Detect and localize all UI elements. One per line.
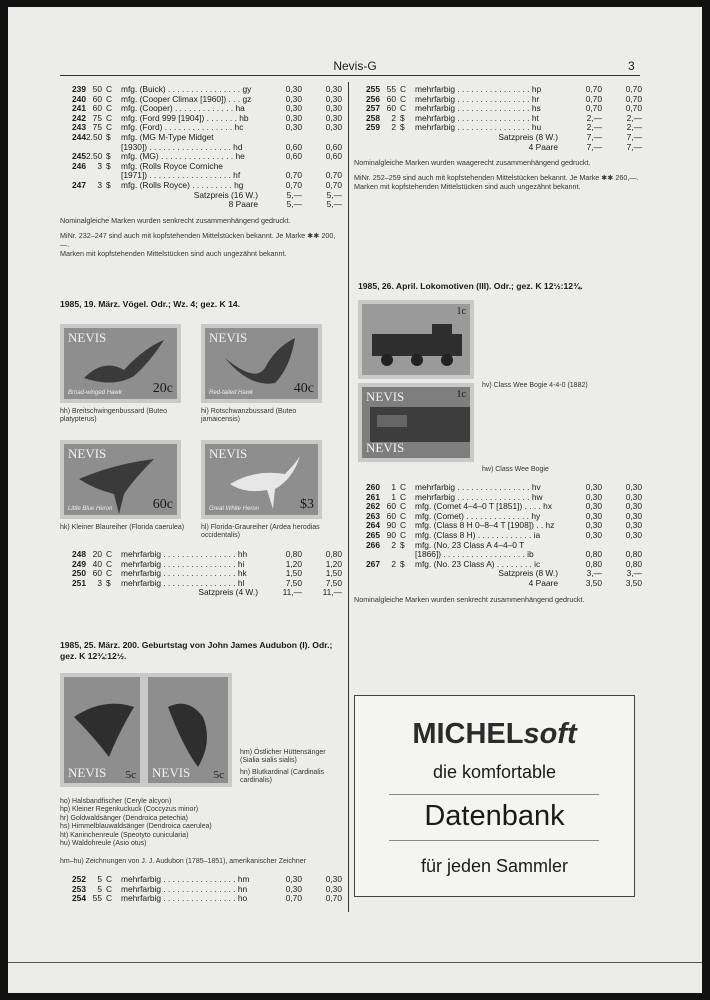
set-label: Satzpreis (8 W.): [498, 131, 558, 142]
row-currency: C: [106, 103, 113, 114]
row-currency: $: [400, 112, 405, 123]
set-price-used: 5,—: [326, 199, 342, 210]
stamp-value: 5c: [125, 769, 136, 781]
row-value: 2: [391, 122, 396, 133]
footer-rule: [8, 962, 702, 963]
row-currency: $: [106, 151, 111, 162]
row-price-used: 0,60: [325, 141, 342, 152]
row-price-used: 0,30: [325, 103, 342, 114]
row-number: 257: [366, 103, 380, 114]
stamp-image: [358, 300, 474, 379]
stamp-image: [358, 383, 474, 462]
row-number: 239: [72, 84, 86, 94]
page-number: 3: [628, 59, 635, 73]
row-currency: C: [400, 491, 407, 502]
row-number: 264: [366, 520, 380, 531]
set-price-mint: 7,—: [586, 141, 602, 152]
row-value: 60: [386, 93, 396, 104]
price-list-birds: [60, 550, 342, 598]
row-value: 55: [386, 84, 396, 94]
stamp-description: hl) Florida-Graureiher (Ardea herodias occidentalis): [201, 524, 320, 540]
row-price-mint: 0,70: [585, 93, 602, 104]
row-description: mehrfarbig . . . . . . . . . . . . . . . . hn: [121, 884, 248, 894]
set-price-row: [354, 579, 642, 589]
row-number: 240: [72, 93, 86, 104]
row-price-used: 0,30: [625, 510, 642, 521]
note: Nominalgleiche Marken wurden waagerecht zusammenhängend gedruckt.: [354, 158, 591, 168]
price-list-audubon: [60, 875, 342, 904]
price-list-locomotives: [354, 483, 642, 604]
ad-brand-part: MICHEL: [412, 718, 524, 750]
note: Nominalgleiche Marken wurden senkrecht zusammenhängend gedruckt.: [60, 215, 291, 225]
row-price-used: 0,70: [325, 170, 342, 181]
header-rule: [60, 75, 640, 76]
row-number: 244: [72, 131, 86, 142]
row-number: 249: [72, 558, 86, 569]
set-label: 4 Paare: [528, 577, 558, 588]
row-value: 1: [391, 482, 396, 492]
stamp-value: $3: [300, 497, 314, 512]
row-number: 241: [72, 103, 86, 114]
row-value: 60: [92, 103, 102, 114]
note: Marken mit kopfstehenden Mittelstücken sind auch ungezähnt bekannt.: [354, 182, 581, 192]
row-description: mfg. (No. 23 Class A) . . . . . . . . ic: [415, 559, 541, 569]
ad-line: für jeden Sammler: [420, 856, 569, 876]
stamp-description: hk) Kleiner Blaureiher (Florida caerulea): [60, 524, 185, 531]
row-value: 2: [391, 539, 396, 550]
row-description: mehrfarbig . . . . . . . . . . . . . . . . hp: [415, 85, 542, 94]
row-value: 60: [386, 501, 396, 512]
ad-brand: [355, 718, 634, 751]
stamp-country: NEVIS: [68, 330, 107, 345]
row-description: mfg. (Cooper Climax [1960]) . . . gz: [121, 94, 252, 104]
row-number: 246: [72, 160, 86, 171]
row-number: 248: [72, 549, 86, 559]
row-description: mehrfarbig . . . . . . . . . . . . . . . . hv: [415, 483, 541, 492]
row-value: 55: [92, 893, 102, 904]
row-number: 243: [72, 122, 86, 133]
catalog-row: [60, 123, 342, 133]
row-description: mehrfarbig . . . . . . . . . . . . . . . . hl: [121, 578, 245, 588]
row-currency: C: [400, 520, 407, 531]
row-description: mfg. (Comet) . . . . . . . . . . . . . . hy: [415, 511, 541, 521]
row-price-mint: 0,30: [285, 883, 302, 894]
stamp-description: hi) Rotschwanzbussard (Buteo jamaicensis): [201, 408, 297, 424]
ad-line: die komfortable: [432, 762, 557, 782]
row-price-used: 0,80: [325, 549, 342, 559]
list-item: ht) Kaninchenreule (Speotyto cunicularia): [60, 831, 189, 839]
row-description: mfg. (Rolls Royce) . . . . . . . . . hg: [121, 180, 244, 190]
row-price-used: 0,30: [325, 112, 342, 123]
row-currency: $: [106, 577, 111, 588]
row-description: mehrfarbig . . . . . . . . . . . . . . . . hr: [415, 94, 540, 104]
stamp-country: NEVIS: [68, 765, 107, 780]
stamp-country: NEVIS: [68, 446, 107, 461]
row-price-mint: 0,30: [585, 520, 602, 531]
set-price-mint: 11,—: [282, 587, 302, 598]
stamp-country: NEVIS: [152, 765, 191, 780]
row-price-used: 2,—: [626, 112, 642, 123]
row-price-used: 0,80: [625, 558, 642, 569]
set-price-block: [60, 191, 342, 210]
row-number: 250: [72, 568, 86, 579]
stamp-description-list: [60, 798, 342, 848]
row-value: 3: [97, 160, 102, 171]
row-price-mint: 0,80: [285, 549, 302, 559]
catalog-row: [60, 152, 342, 162]
stamp-country: NEVIS: [366, 440, 405, 455]
ad-rule: [389, 840, 599, 841]
row-price-used: 0,30: [325, 93, 342, 104]
stamp-image: [201, 324, 322, 403]
row-value: 40: [92, 558, 102, 569]
row-price-mint: 0,30: [585, 529, 602, 540]
row-description: mfg. (Ford 999 [1904]) . . . . . . . hb: [121, 113, 249, 123]
catalog-page: [8, 7, 702, 993]
page-title: Nevis-G: [333, 59, 377, 73]
row-price-mint: 0,70: [285, 179, 302, 190]
row-currency: C: [400, 501, 407, 512]
row-value: 20: [92, 549, 102, 559]
row-currency: C: [106, 93, 113, 104]
row-description: mfg. (Comet 4–4–0 T [1851]) . . . . hx: [415, 502, 553, 512]
set-label: 4 Paare: [528, 141, 558, 152]
row-price-mint: 2,—: [586, 112, 602, 123]
row-price-used: 0,80: [625, 549, 642, 560]
row-number: 259: [366, 122, 380, 133]
ad-rule: [389, 794, 599, 795]
list-item: hr) Goldwaldsänger (Dendroica petechia): [60, 814, 189, 822]
row-price-mint: 0,30: [585, 482, 602, 492]
row-currency: $: [400, 122, 405, 133]
stamp-description: hn) Blutkardinal (Cardinalis cardinalis): [240, 769, 325, 785]
row-value: 2: [391, 112, 396, 123]
stamp-country: NEVIS: [209, 446, 248, 461]
row-currency: C: [106, 112, 113, 123]
row-description: mehrfarbig . . . . . . . . . . . . . . . . ho: [121, 894, 248, 904]
row-number: 265: [366, 529, 380, 540]
row-price-mint: 0,30: [285, 122, 302, 133]
row-value: 90: [386, 529, 396, 540]
row-price-mint: 0,80: [585, 558, 602, 569]
price-list-cars: [60, 85, 342, 191]
row-number: 242: [72, 112, 86, 123]
row-currency: $: [400, 539, 405, 550]
set-price-used: 3,—: [626, 568, 642, 579]
list-item: hp) Kleiner Regenkuckuck (Coccyzus minor): [60, 806, 199, 814]
set-label: Satzpreis (8 W.): [498, 568, 558, 579]
row-description: mehrfarbig . . . . . . . . . . . . . . . . hi: [121, 559, 245, 569]
row-currency: C: [400, 103, 407, 114]
row-value: 60: [92, 93, 102, 104]
stamp-image: [60, 324, 181, 403]
row-currency: $: [106, 131, 111, 142]
row-price-mint: 0,30: [585, 491, 602, 502]
row-number: 245: [72, 151, 86, 162]
row-description: [1930]) . . . . . . . . . . . . . . . . . . hd: [121, 142, 243, 152]
row-description: mehrfarbig . . . . . . . . . . . . . . . . hu: [415, 123, 542, 133]
row-description: mehrfarbig . . . . . . . . . . . . . . . . hk: [121, 569, 247, 579]
set-label: Satzpreis (4 W.): [198, 587, 258, 598]
row-price-used: 1,50: [325, 568, 342, 579]
row-value: 5: [97, 883, 102, 894]
row-price-used: 0,70: [325, 179, 342, 190]
row-price-mint: 0,70: [285, 893, 302, 904]
row-price-used: 0,30: [325, 122, 342, 133]
row-price-mint: 0,80: [585, 549, 602, 560]
row-price-mint: 0,30: [285, 103, 302, 114]
row-price-mint: 0,30: [585, 510, 602, 521]
row-value: 5: [97, 874, 102, 884]
row-number: 251: [72, 577, 86, 588]
note: Marken mit kopfstehenden Mittelstücken sind auch ungezähnt bekannt.: [60, 248, 287, 258]
row-currency: C: [400, 482, 407, 492]
row-price-used: 0,70: [625, 93, 642, 104]
list-item: ho) Halsbandfischer (Ceryle alcyon): [60, 798, 172, 805]
stamp-country: NEVIS: [209, 330, 248, 345]
row-description: mehrfarbig . . . . . . . . . . . . . . . . hh: [121, 550, 248, 559]
row-description: mfg. (Cooper) . . . . . . . . . . . . . ha: [121, 104, 245, 114]
row-value: 60: [386, 103, 396, 114]
set-price-mint: 3,50: [585, 577, 602, 588]
stamp-value: 60c: [152, 497, 173, 512]
row-description: mfg. (MG M-Type Midget: [121, 132, 214, 142]
row-value: 2: [391, 558, 396, 569]
row-value: 1: [391, 491, 396, 502]
row-price-used: 0,70: [625, 84, 642, 94]
row-price-mint: 0,60: [285, 151, 302, 162]
row-value: 50: [92, 84, 102, 94]
stamp-caption: Red-tailed Hawk: [209, 390, 254, 396]
set-price-row: [354, 143, 642, 153]
section-heading-birds: 1985, 19. März. Vögel. Odr.; Wz. 4; gez. K 14.: [60, 299, 241, 309]
stamp-caption: Broad-winged Hawk: [68, 390, 122, 396]
stamp-image: [201, 440, 322, 519]
left-column: [60, 85, 342, 258]
catalog-row: [354, 531, 642, 541]
set-price-mint: 7,—: [586, 131, 602, 142]
row-description: mfg. (MG) . . . . . . . . . . . . . . . . he: [121, 152, 245, 162]
row-currency: C: [106, 122, 113, 133]
stamp-image: [60, 440, 181, 519]
row-number: 263: [366, 510, 380, 521]
set-price-mint: 3,—: [586, 568, 602, 579]
michelsoft-ad: [354, 695, 635, 897]
set-price-used: 11,—: [322, 587, 342, 598]
row-value: 75: [92, 122, 102, 133]
catalog-row: [60, 894, 342, 904]
stamp-value: 40c: [293, 381, 314, 396]
row-price-used: 2,—: [626, 122, 642, 133]
row-currency: $: [400, 558, 405, 569]
row-price-used: 0,60: [325, 151, 342, 162]
set-price-used: 7,—: [626, 141, 642, 152]
row-description: mfg. (Class 8 H) . . . . . . . . . . . . ia: [415, 530, 541, 540]
row-price-mint: 0,30: [285, 93, 302, 104]
row-number: 266: [366, 539, 380, 550]
row-description: mfg. (No. 23 Class A 4–4–0 T: [415, 540, 525, 550]
stamp-caption: Great White Heron: [209, 506, 260, 512]
row-price-used: 0,30: [625, 529, 642, 540]
stamp-image: [144, 673, 232, 787]
row-currency: C: [106, 883, 113, 894]
stamp-value: 1c: [456, 389, 466, 400]
row-description: [1971]) . . . . . . . . . . . . . . . . . . hf: [121, 171, 241, 181]
row-price-used: 0,30: [325, 883, 342, 894]
stamp-caption: Little Blue Heron: [68, 506, 113, 512]
row-number: 256: [366, 93, 380, 104]
column-divider: [348, 82, 349, 912]
row-currency: C: [400, 510, 407, 521]
audubon-note: hm–hu) Zeichnungen von J. J. Audubon (1785–1851), amerikanischer Zeichner: [60, 858, 306, 865]
row-currency: C: [400, 93, 407, 104]
set-price-mint: 5,—: [286, 199, 302, 210]
row-currency: $: [106, 160, 111, 171]
stamp-value: 20c: [152, 381, 173, 396]
row-price-used: 0,70: [625, 103, 642, 114]
row-description: mfg. (Class 8 H 0–8–4 T [1908]) . . hz: [415, 521, 555, 531]
note: MiNr. 232–247 sind auch mit kopfstehenden Mittelstücken bekannt. Je Marke ✱✱ 200,—.: [60, 230, 336, 249]
row-currency: C: [400, 529, 407, 540]
row-description: mehrfarbig . . . . . . . . . . . . . . . . ht: [415, 113, 539, 123]
ad-line: Datenbank: [424, 800, 565, 832]
row-value: 60: [386, 510, 396, 521]
note: Nominalgleiche Marken wurden senkrecht zusammenhängend gedruckt.: [354, 594, 585, 604]
stamp-description: hm) Östlicher Hüttensänger (Sialia sialis sialis): [240, 749, 326, 765]
row-currency: C: [106, 549, 113, 559]
row-currency: C: [106, 893, 113, 904]
row-price-mint: 0,70: [285, 170, 302, 181]
note: MiNr. 252–259 sind auch mit kopfstehenden Mittelstücken bekannt. Je Marke ✱✱ 260,—.: [354, 173, 639, 183]
row-price-used: 0,30: [325, 84, 342, 94]
row-price-mint: 0,30: [285, 84, 302, 94]
set-label: Satzpreis (16 W.): [193, 189, 258, 200]
row-value: 3: [97, 577, 102, 588]
row-number: 255: [366, 84, 380, 94]
row-price-mint: 0,60: [285, 141, 302, 152]
list-item: hu) Waldohreule (Asio otus): [60, 840, 147, 848]
stamp-country: NEVIS: [366, 389, 405, 404]
row-number: 252: [72, 874, 86, 884]
section-heading-audubon: 1985, 25. März. 200. Geburtstag von John James Audubon (I). Odr.; gez. K 12¾:12½.: [60, 640, 333, 661]
row-number: 262: [366, 501, 380, 512]
row-number: 258: [366, 112, 380, 123]
row-price-mint: 0,70: [585, 84, 602, 94]
row-price-used: 7,50: [325, 577, 342, 588]
row-value: 60: [92, 568, 102, 579]
row-description: mfg. (Rolls Royce Corniche: [121, 161, 223, 171]
ad-brand-part: soft: [523, 718, 577, 750]
row-description: mehrfarbig . . . . . . . . . . . . . . . . hw: [415, 492, 543, 502]
row-number: 254: [72, 893, 86, 904]
row-price-mint: 7,50: [285, 577, 302, 588]
set-price-used: 5,—: [326, 189, 342, 200]
row-description: mehrfarbig . . . . . . . . . . . . . . . . hs: [415, 104, 541, 114]
row-price-mint: 0,30: [585, 501, 602, 512]
row-value: 3: [97, 179, 102, 190]
stamp-description: hv) Class Wee Bogie 4-4-0 (1882): [482, 382, 588, 389]
row-price-used: 0,30: [625, 482, 642, 492]
row-price-used: 0,30: [625, 501, 642, 512]
row-price-used: 1,20: [325, 558, 342, 569]
row-price-mint: 1,50: [285, 568, 302, 579]
row-currency: C: [106, 874, 113, 884]
section-heading-locomotives: 1985, 26. April. Lokomotiven (III). Odr.; gez. K 12½:12¾.: [358, 281, 583, 291]
set-label: 8 Paare: [228, 199, 258, 210]
set-price-row: [60, 200, 342, 210]
row-currency: C: [106, 558, 113, 569]
row-currency: C: [106, 568, 113, 579]
row-number: 261: [366, 491, 380, 502]
row-number: 260: [366, 482, 380, 492]
stamp-value: 1c: [456, 306, 466, 317]
row-price-mint: 2,—: [586, 122, 602, 133]
row-value: 90: [386, 520, 396, 531]
row-price-mint: 0,30: [285, 874, 302, 884]
row-currency: $: [106, 179, 111, 190]
row-price-mint: 0,70: [585, 103, 602, 114]
row-number: 247: [72, 179, 86, 190]
row-number: 267: [366, 558, 380, 569]
row-price-used: 0,30: [325, 874, 342, 884]
stamp-description: hh) Breitschwingenbussard (Buteo platypterus): [60, 408, 168, 424]
row-description: mfg. (Ford) . . . . . . . . . . . . . . . hc: [121, 123, 244, 133]
set-price-mint: 5,—: [286, 189, 302, 200]
row-value: 2.50: [86, 151, 103, 162]
row-price-mint: 1,20: [285, 558, 302, 569]
row-description: mfg. (Buick) . . . . . . . . . . . . . . . . gy: [121, 85, 252, 94]
set-price-used: 3,50: [625, 577, 642, 588]
row-price-used: 0,70: [325, 893, 342, 904]
row-price-used: 0,30: [625, 491, 642, 502]
stamp-image: [60, 673, 144, 787]
row-value: 2.50: [86, 131, 103, 142]
row-currency: C: [106, 84, 113, 94]
list-item: hs) Himmelblauwaldsänger (Dendroica caerulea): [60, 823, 212, 831]
row-description: [1866]) . . . . . . . . . . . . . . . . . . ib: [415, 550, 534, 560]
stamp-description: hw) Class Wee Bogie: [482, 466, 549, 473]
set-price-row: [60, 588, 342, 598]
row-currency: C: [400, 84, 407, 94]
right-column: [354, 85, 642, 191]
row-price-mint: 0,30: [285, 112, 302, 123]
row-price-used: 0,30: [625, 520, 642, 531]
row-value: 75: [92, 112, 102, 123]
set-price-used: 7,—: [626, 131, 642, 142]
row-number: 253: [72, 883, 86, 894]
row-description: mehrfarbig . . . . . . . . . . . . . . . . hm: [121, 875, 250, 884]
stamp-value: 5c: [213, 769, 224, 781]
